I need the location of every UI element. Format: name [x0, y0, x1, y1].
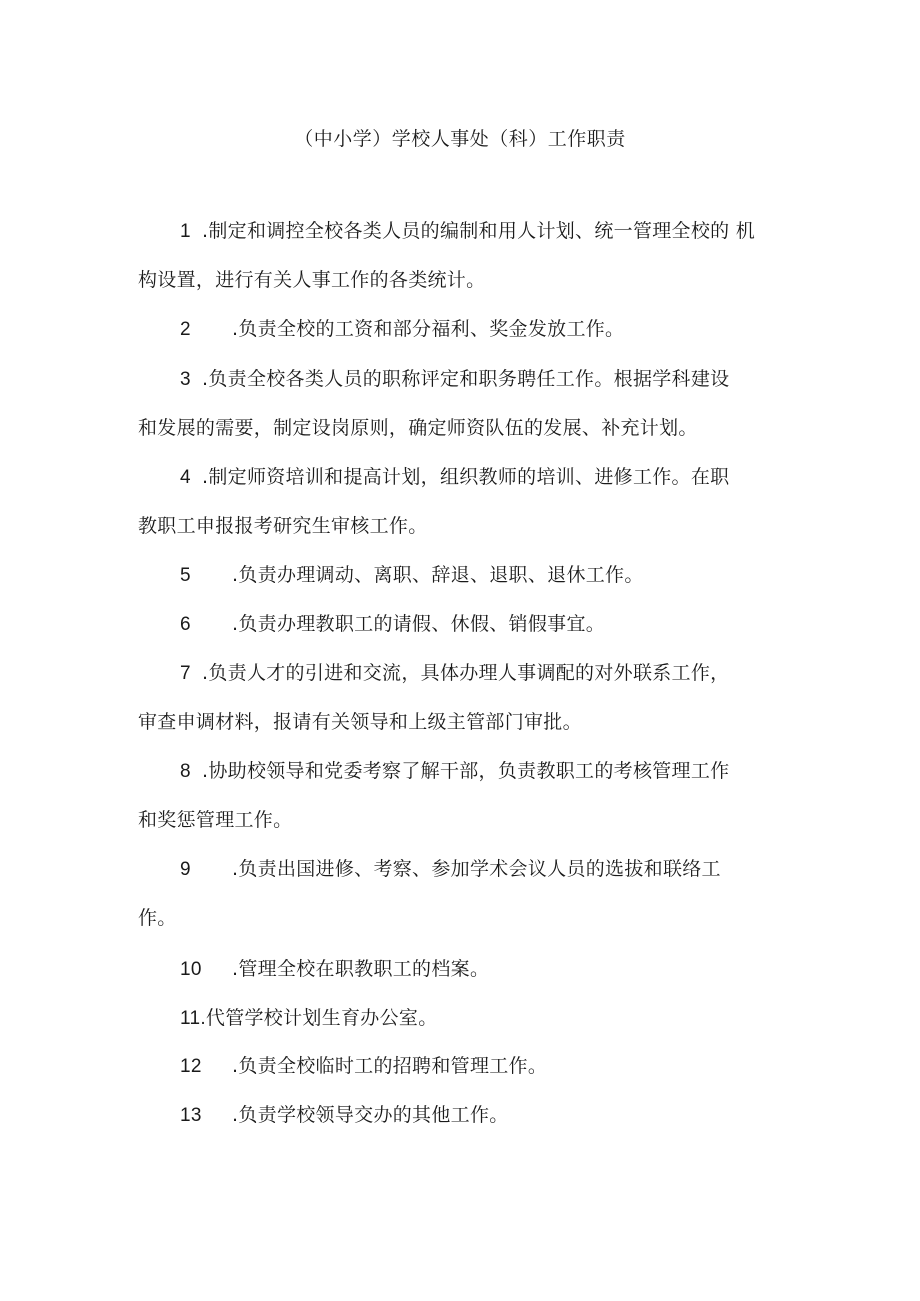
- item-text: .负责全校临时工的招聘和管理工作。: [232, 1055, 548, 1077]
- item-number: 7: [180, 663, 191, 684]
- list-item-1: [180, 216, 755, 247]
- list-item-4-continuation: [138, 511, 428, 541]
- item-number: 12: [180, 1056, 202, 1077]
- item-text: 教职工申报报考研究生审核工作。: [138, 515, 428, 537]
- item-text: 构设置，进行有关人事工作的各类统计。: [138, 269, 486, 291]
- list-item-13: [180, 1100, 509, 1131]
- item-text: .负责全校各类人员的职称评定和职务聘任工作。根据学科建设: [202, 368, 730, 390]
- item-text: 代管学校计划生育办公室。: [205, 1007, 438, 1029]
- item-number: 6: [180, 614, 191, 635]
- list-item-7-continuation: [138, 707, 582, 737]
- item-number: 13: [180, 1105, 202, 1126]
- item-text: 和奖惩管理工作。: [138, 809, 293, 831]
- list-item-10: [180, 954, 489, 985]
- document-title: （中小学）学校人事处（科）工作职责: [294, 128, 626, 150]
- item-text: .负责学校领导交办的其他工作。: [232, 1104, 509, 1126]
- item-number: 4: [180, 467, 191, 488]
- list-item-8-continuation: [138, 805, 292, 835]
- item-number: 10: [180, 959, 202, 980]
- item-text: .负责办理教职工的请假、休假、销假事宜。: [232, 613, 606, 635]
- item-text: .负责出国进修、考察、参加学术会议人员的选拔和联络工: [232, 858, 721, 880]
- item-text: .协助校领导和党委考察了解干部，负责教职工的考核管理工作: [202, 760, 730, 782]
- list-item-8: [180, 756, 729, 787]
- list-item-7: [180, 658, 729, 689]
- item-number: 1: [180, 221, 191, 242]
- item-text: .制定和调控全校各类人员的编制和用人计划、统一管理全校的 机: [202, 220, 756, 242]
- item-number: 3: [180, 369, 191, 390]
- list-item-5: [180, 560, 644, 591]
- list-item-6: [180, 609, 605, 640]
- item-text: .制定师资培训和提高计划，组织教师的培训、进修工作。在职: [202, 466, 730, 488]
- item-number: 11.: [180, 1008, 206, 1029]
- item-number: 8: [180, 761, 191, 782]
- item-number: 5: [180, 565, 191, 586]
- item-number: 9: [180, 859, 191, 880]
- list-item-9: [180, 854, 721, 885]
- item-text: .负责办理调动、离职、辞退、退职、退休工作。: [232, 564, 644, 586]
- list-item-4: [180, 462, 729, 493]
- item-text: 审查申调材料，报请有关领导和上级主管部门审批。: [138, 711, 582, 733]
- item-text: .负责全校的工资和部分福利、奖金发放工作。: [232, 318, 625, 340]
- list-item-3: [180, 364, 729, 395]
- list-item-3-continuation: [138, 413, 698, 443]
- item-text: .负责人才的引进和交流，具体办理人事调配的对外联系工作，: [202, 662, 730, 684]
- item-text: 作。: [138, 907, 177, 929]
- list-item-12: [180, 1051, 547, 1082]
- item-text: .管理全校在职教职工的档案。: [232, 958, 490, 980]
- list-item-1-continuation: [138, 265, 485, 295]
- list-item-2: [180, 314, 624, 345]
- list-item-11: [180, 1003, 438, 1034]
- list-item-9-continuation: [138, 903, 177, 933]
- item-text: 和发展的需要，制定设岗原则，确定师资队伍的发展、补充计划。: [138, 417, 698, 439]
- item-number: 2: [180, 319, 191, 340]
